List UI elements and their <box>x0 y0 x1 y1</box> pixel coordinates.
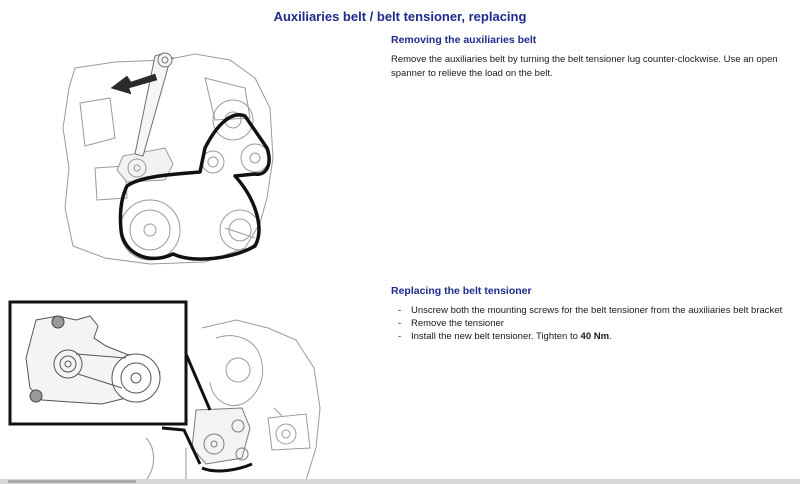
list-item <box>391 317 786 330</box>
removing-belt-text: Remove the auxiliaries belt by turning the belt tensioner lug counter-clockwise. Use an open spanner to relieve the load on the belt. <box>391 54 778 79</box>
list-dash: - <box>398 331 402 342</box>
scrollbar-thumb[interactable] <box>8 480 136 483</box>
list-dash: - <box>398 305 402 316</box>
list-item <box>391 330 786 343</box>
belt-routing-illustration <box>55 48 295 276</box>
horizontal-scrollbar[interactable] <box>0 479 800 484</box>
step-text-suffix: . <box>609 331 612 342</box>
belt-tensioner-detail-illustration <box>6 298 326 480</box>
page-title: Auxiliaries belt / belt tensioner, replacing <box>273 9 527 24</box>
list-dash: - <box>398 318 402 329</box>
step-text: Remove the tensioner <box>411 318 504 329</box>
replacement-steps-list <box>391 304 786 343</box>
removing-belt-heading: Removing the auxiliaries belt <box>391 34 537 46</box>
step-text-prefix: Install the new belt tensioner. Tighten to <box>411 331 581 342</box>
replacing-tensioner-heading: Replacing the belt tensioner <box>391 285 532 297</box>
torque-value: 40 Nm <box>580 331 610 342</box>
step-text: Unscrew both the mounting screws for the belt tensioner from the auxiliaries belt bracket <box>411 305 783 316</box>
list-item <box>391 304 786 317</box>
